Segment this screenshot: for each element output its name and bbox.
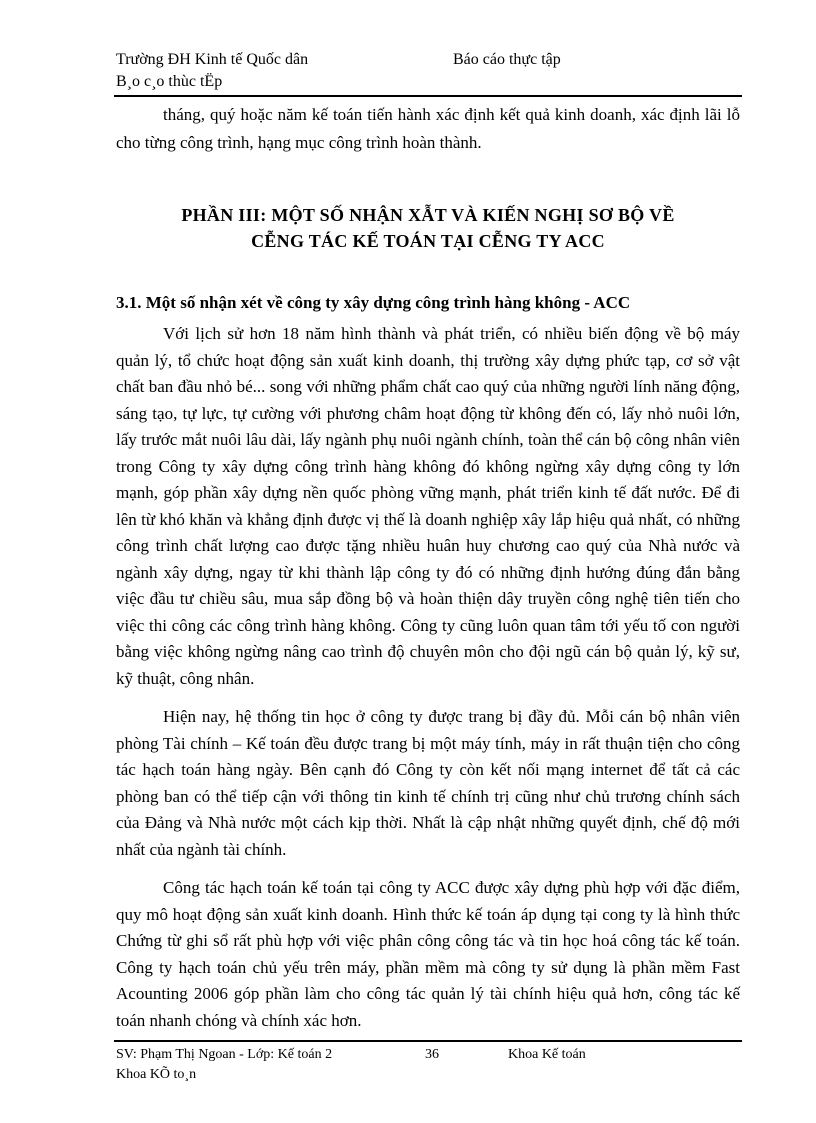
footer-rule (114, 1040, 742, 1042)
footer-faculty-garbled: Khoa KÕ to¸n (116, 1067, 197, 1082)
footer-faculty: Khoa Kế toán (508, 1047, 586, 1062)
header-report-title-garbled: B¸o c¸o thùc tËp (116, 73, 223, 90)
footer-author: SV: Phạm Thị Ngoan - Lớp: Kế toán 2 (116, 1047, 333, 1062)
section-title (116, 202, 740, 254)
section-title-line-1: PHẦN III: MỘT SỐ NHẬN XẪT VÀ KIẾN NGHỊ SƠ BỘ VỀ (181, 205, 675, 225)
paragraph-1: Với lịch sử hơn 18 năm hình thành và phát triển, có nhiều biến động về bộ máy quản lý, tổ chức hoạt động sản xuất kinh doanh, thị trường xây dựng phức tạp, cơ sở vật chất ban đầu nhỏ bé... song với những phẩm chất cao quý của những người lính năng động, sáng tạo, tự lực, tự cường với phương châm hoạt động từ không đến có, lấy nhỏ nuôi lớn, lấy trước mắt nuôi lâu dài, lấy ngành phụ nuôi ngành chính, toàn thể cán bộ công nhân viên trong Công ty xây dựng công trình hàng không đó không ngừng xây dựng công ty lớn mạnh, góp phần xây dựng nền quốc phòng vững mạnh, phát triển kinh tế đất nước. Để đi lên từ khó khăn và khẳng định được vị thế là doanh nghiệp xây lắp hiệu quả nhất, có những công trình chất lượng cao được tặng nhiều huân huy chương cao quý của Nhà nước và ngành xây dựng, ngay từ khi thành lập công ty đó có những định hướng đúng đắn bằng việc đầu tư chiều sâu, mua sắp đồng bộ và hoàn thiện dây truyền công nghệ tiên tiến cho việc thi công các công trình hàng không. Công ty cũng luôn quan tâm tới yếu tố con người bằng việc không ngừng nâng cao trình độ chuyên môn cho đội ngũ cán bộ quản lý, kỹ sư, kỹ thuật, công nhân. (116, 324, 740, 688)
paragraph-3: Công tác hạch toán kế toán tại công ty ACC được xây dựng phù hợp với đặc điểm, quy mô hoạt động sản xuất kinh doanh. Hình thức kế toán áp dụng tại cong ty là hình thức Chứng từ ghi sổ rất phù hợp với việc phân công công tác và tin học hoá công tác kế toán. Công ty hạch toán chủ yếu trên máy, phần mềm mà công ty sử dụng là phần mềm Fast Acounting 2006 góp phần làm cho công tác quản lý tài chính hiệu quả hơn, công tác kế toán nhanh chóng và chính xác hơn. (116, 878, 740, 1030)
footer-page-number: 36 (425, 1047, 439, 1062)
header-school: Trường ĐH Kinh tế Quốc dân (116, 51, 309, 68)
header-rule (114, 95, 742, 97)
header-report-title: Báo cáo thực tập (453, 51, 561, 68)
section-title-line-2: CỄNG TÁC KẾ TOÁN TẠI CỄNG TY ACC (251, 231, 605, 251)
paragraph-2: Hiện nay, hệ thống tin học ở công ty được trang bị đầy đủ. Mỗi cán bộ nhân viên phòng Tài chính – Kế toán đều được trang bị một máy tính, máy in rất thuận tiện cho công tác hạch toán hàng ngày. Bên cạnh đó Công ty còn kết nối mạng internet để tất cả các phòng ban có thể tiếp cận với thông tin kinh tế chính trị cũng như chủ trương chính sách của Đảng và Nhà nước một cách kịp thời. Nhất là cập nhật những quyết định, chế độ mới nhất của ngành tài chính. (116, 707, 740, 859)
subsection-heading: 3.1. Một số nhận xét về công ty xây dựng công trình hàng không - ACC (116, 293, 631, 312)
intro-paragraph: tháng, quý hoặc năm kế toán tiến hành xác định kết quả kinh doanh, xác định lãi lỗ cho từng công trình, hạng mục công trình hoàn thành. (116, 105, 740, 152)
